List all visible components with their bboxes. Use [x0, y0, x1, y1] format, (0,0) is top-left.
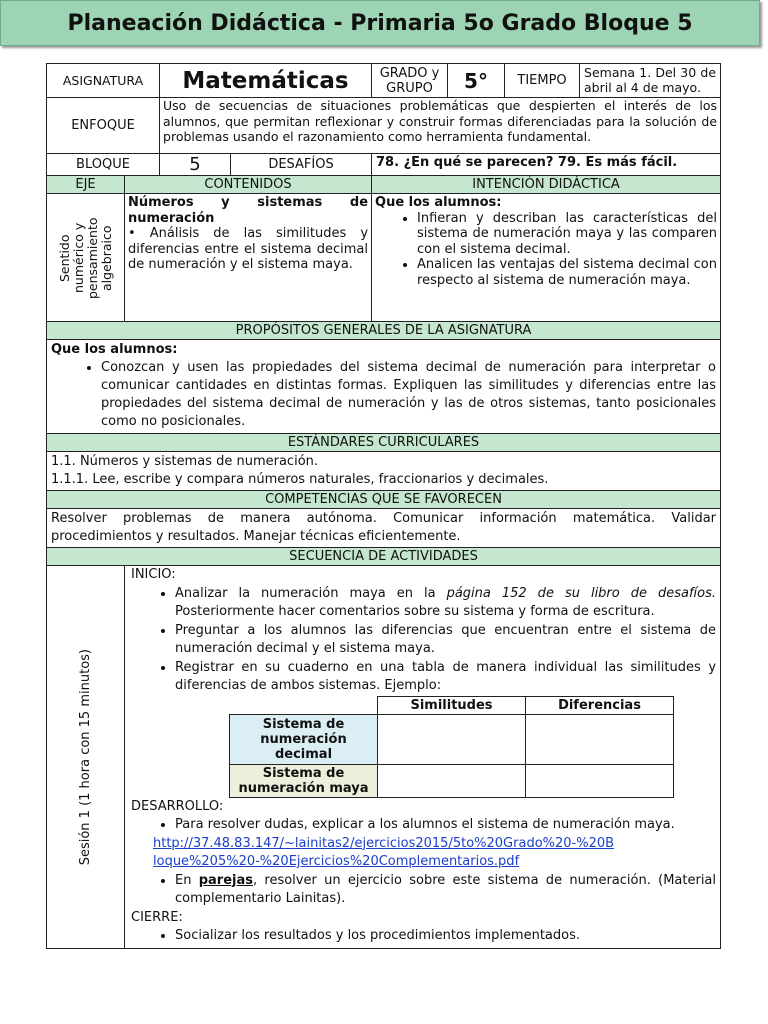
propositos-subheading: Que los alumnos:	[51, 342, 178, 357]
tiempo-value: Semana 1. Del 30 de abril al 4 de mayo.	[580, 64, 721, 98]
comparison-cell[interactable]	[378, 764, 526, 797]
comparison-corner	[230, 696, 378, 714]
bloque-value: 5	[160, 154, 231, 176]
comparison-cell[interactable]	[526, 764, 674, 797]
competencias-text: Resolver problemas de manera autónoma. Comunicar información matemática. Validar procedimientos y resultados. Manejar técnicas eficientemente.	[47, 509, 721, 548]
session-cell	[47, 566, 125, 949]
estandares-line: 1.1. Números y sistemas de numeración.	[51, 454, 319, 469]
desarrollo-item: • Para resolver dudas, explicar a los alumnos el sistema de numeración maya.	[175, 816, 716, 835]
eje-heading: EJE	[47, 176, 125, 194]
desafios-label: DESAFÍOS	[231, 154, 372, 176]
inicio-item: • Analizar la numeración maya en la página 152 de su libro de desafíos. Posteriormente hacer comentarios sobre su sistema y forma de escritura.	[175, 585, 716, 622]
link-wrap	[131, 835, 716, 872]
intencion-cell	[372, 194, 721, 322]
intencion-item: • Analicen las ventajas del sistema decimal con respecto al sistema de numeración maya.	[417, 257, 717, 288]
comparison-row-decimal: Sistema de numeración decimal	[230, 714, 378, 764]
inicio-item: • Registrar en su cuaderno en una tabla de manera individual las similitudes y diferencias de ambos sistemas. Ejemplo:	[175, 659, 716, 696]
propositos-item: • Conozcan y usen las propiedades del sistema decimal de numeración para interpretar o comunicar cantidades en distintas formas. Expliquen las similitudes y diferencias entre las propiedades del sistema decimal de numeración y las de otros sistemas, tanto posicionales como no posicionales.	[101, 359, 716, 431]
comparison-col-similitudes: Similitudes	[378, 696, 526, 714]
estandares-line: 1.1.1. Lee, escribe y compara números naturales, fraccionarios y decimales.	[51, 472, 549, 487]
bloque-label: BLOQUE	[47, 154, 160, 176]
exercises-link[interactable]: http://37.48.83.147/~lainitas2/ejercicios2015/5to%20Grado%20-%20Bloque%205%20-%20Ejercicios%20Complementarios.pdf	[153, 835, 615, 869]
planning-document	[46, 63, 720, 949]
comparison-row-maya: Sistema de numeración maya	[230, 764, 378, 797]
desarrollo-item: • En parejas, resolver un ejercicio sobre este sistema de numeración. (Material complementario Lainitas).	[175, 872, 716, 909]
desarrollo-label: DESARROLLO:	[131, 798, 224, 814]
contenidos-bullet: • Análisis de las similitudes y diferencias entre el sistema decimal de numeración y el sistema maya.	[128, 226, 369, 272]
page-title: Planeación Didáctica - Primaria 5o Grado Bloque 5	[67, 10, 693, 36]
grado-value: 5°	[448, 64, 505, 98]
intencion-item: • Infieran y describan las características del sistema de numeración maya y las comparen con el sistema decimal.	[417, 211, 717, 258]
competencias-heading: COMPETENCIAS QUE SE FAVORECEN	[47, 491, 721, 509]
contenidos-heading: CONTENIDOS	[125, 176, 372, 194]
comparison-col-diferencias: Diferencias	[526, 696, 674, 714]
planning-table	[46, 63, 721, 949]
contenidos-heading-text: Números y sistemas de numeración	[128, 195, 369, 226]
enfoque-label: ENFOQUE	[47, 98, 160, 154]
desafios-value: 78. ¿En qué se parecen? 79. Es más fácil.	[372, 154, 721, 176]
comparison-cell[interactable]	[526, 714, 674, 764]
asignatura-label: ASIGNATURA	[47, 64, 160, 98]
grado-label: GRADO y GRUPO	[372, 64, 448, 98]
page-banner	[0, 0, 760, 46]
intencion-heading: INTENCIÓN DIDÁCTICA	[372, 176, 721, 194]
eje-text: Sentido numérico y pensamiento algebraico	[56, 216, 114, 299]
propositos-heading: PROPÓSITOS GENERALES DE LA ASIGNATURA	[47, 322, 721, 340]
session-label: Sesión 1 (1 hora con 15 minutos)	[77, 648, 93, 865]
cierre-label: CIERRE:	[131, 909, 183, 925]
enfoque-value: Uso de secuencias de situaciones problemáticas que despierten el interés de los alumnos, que permitan reflexionar y construir formas diferenciadas para la solución de problemas usando el razonamiento como herramienta fundamental.	[160, 98, 721, 154]
contenidos-cell	[125, 194, 372, 322]
asignatura-value: Matemáticas	[160, 64, 372, 98]
estandares-heading: ESTÁNDARES CURRICULARES	[47, 434, 721, 452]
comparison-table	[229, 696, 674, 798]
tiempo-label: TIEMPO	[505, 64, 580, 98]
comparison-cell[interactable]	[378, 714, 526, 764]
cierre-item: • Socializar los resultados y los procedimientos implementados.	[175, 927, 716, 946]
eje-cell	[47, 194, 125, 322]
intencion-heading-text: Que los alumnos:	[375, 195, 502, 210]
secuencia-cell	[125, 566, 721, 949]
inicio-item: • Preguntar a los alumnos las diferencias que encuentran entre el sistema de numeración decimal y el sistema maya.	[175, 622, 716, 659]
propositos-cell	[47, 340, 721, 434]
inicio-label: INICIO:	[131, 567, 176, 582]
secuencia-heading: SECUENCIA DE ACTIVIDADES	[47, 548, 721, 566]
estandares-cell	[47, 452, 721, 491]
